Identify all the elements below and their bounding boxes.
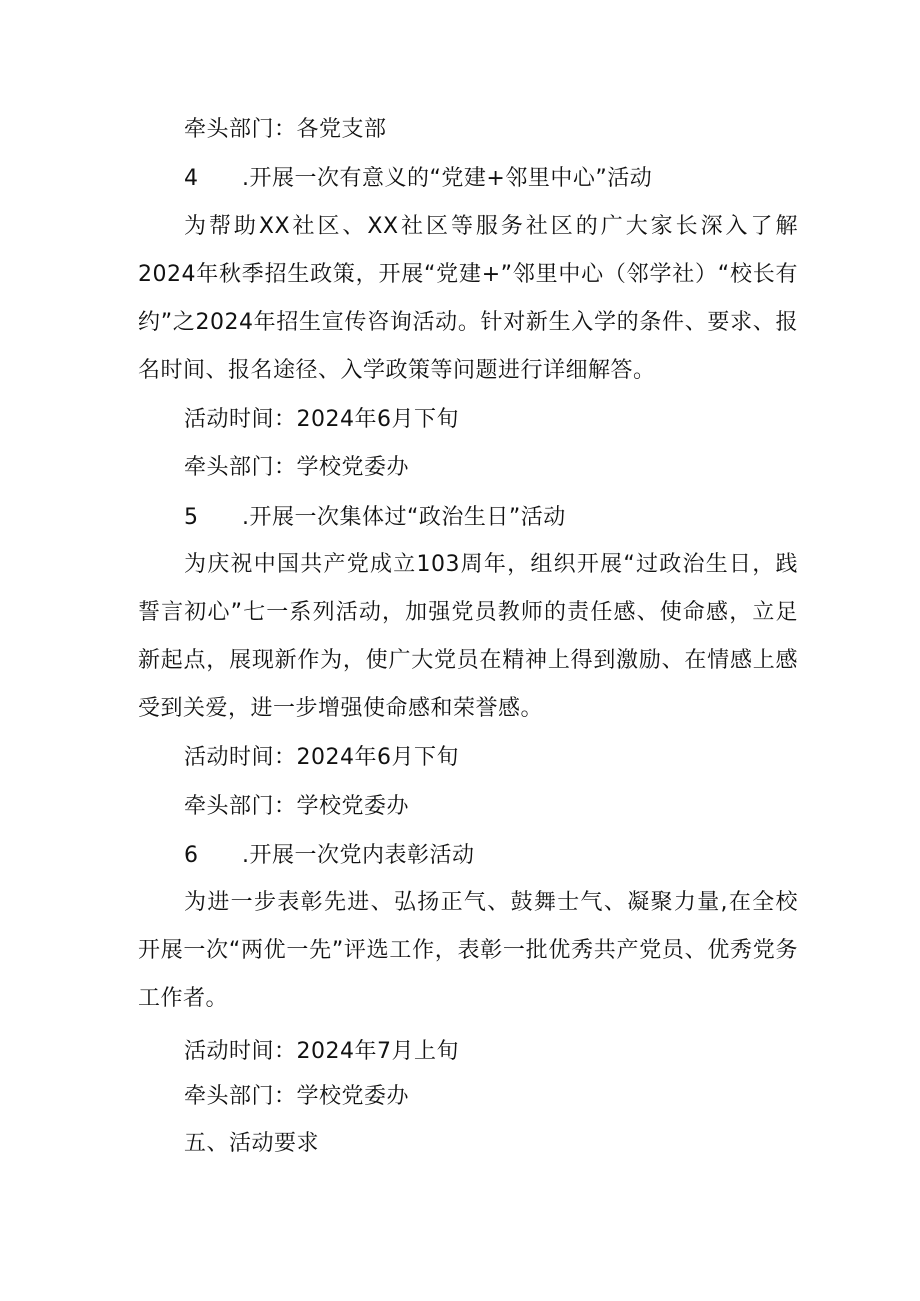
item-6-lead-department: 牵头部门：学校党委办 xyxy=(184,1084,410,1109)
item-5-number: 5 xyxy=(184,505,198,530)
lead-department-line: 牵头部门：各党支部 xyxy=(184,117,387,142)
item-4-activity-time: 活动时间：2024年6月下旬 xyxy=(184,407,459,432)
item-6-title: .开展一次党内表彰活动 xyxy=(242,843,475,868)
item-4-body: 为帮助XX社区、XX社区等服务社区的广大家长深入了解2024年秋季招生政策，开展“党建+”邻里中心（邻学社）“校长有约”之2024年招生宣传咨询活动。针对新生入学的条件、要求、报名时间、报名途径、入学政策等问题进行详细解答。 xyxy=(138,214,798,383)
item-5-title: .开展一次集体过“政治生日”活动 xyxy=(242,505,566,530)
item-6-body: 为进一步表彰先进、弘扬正气、鼓舞士气、凝聚力量,在全校开展一次“两优一先”评选工作，表彰一批优秀共产党员、优秀党务工作者。 xyxy=(138,890,798,1011)
item-4-lead-department: 牵头部门：学校党委办 xyxy=(184,455,410,480)
item-5-body: 为庆祝中国共产党成立103周年，组织开展“过政治生日，践誓言初心”七一系列活动，加强党员教师的责任感、使命感，立足新起点，展现新作为，使广大党员在精神上得到激励、在情感上感受到关爱，进一步增强使命感和荣誉感。 xyxy=(138,552,798,721)
item-6-activity-time: 活动时间：2024年7月上旬 xyxy=(184,1039,459,1064)
item-6-number: 6 xyxy=(184,843,198,868)
item-5-lead-department: 牵头部门：学校党委办 xyxy=(184,794,410,819)
item-4-number: 4 xyxy=(184,166,198,191)
item-5-activity-time: 活动时间：2024年6月下旬 xyxy=(184,745,459,770)
item-4-title: .开展一次有意义的“党建+邻里中心”活动 xyxy=(242,166,653,191)
section-5-heading: 五、活动要求 xyxy=(184,1131,320,1156)
